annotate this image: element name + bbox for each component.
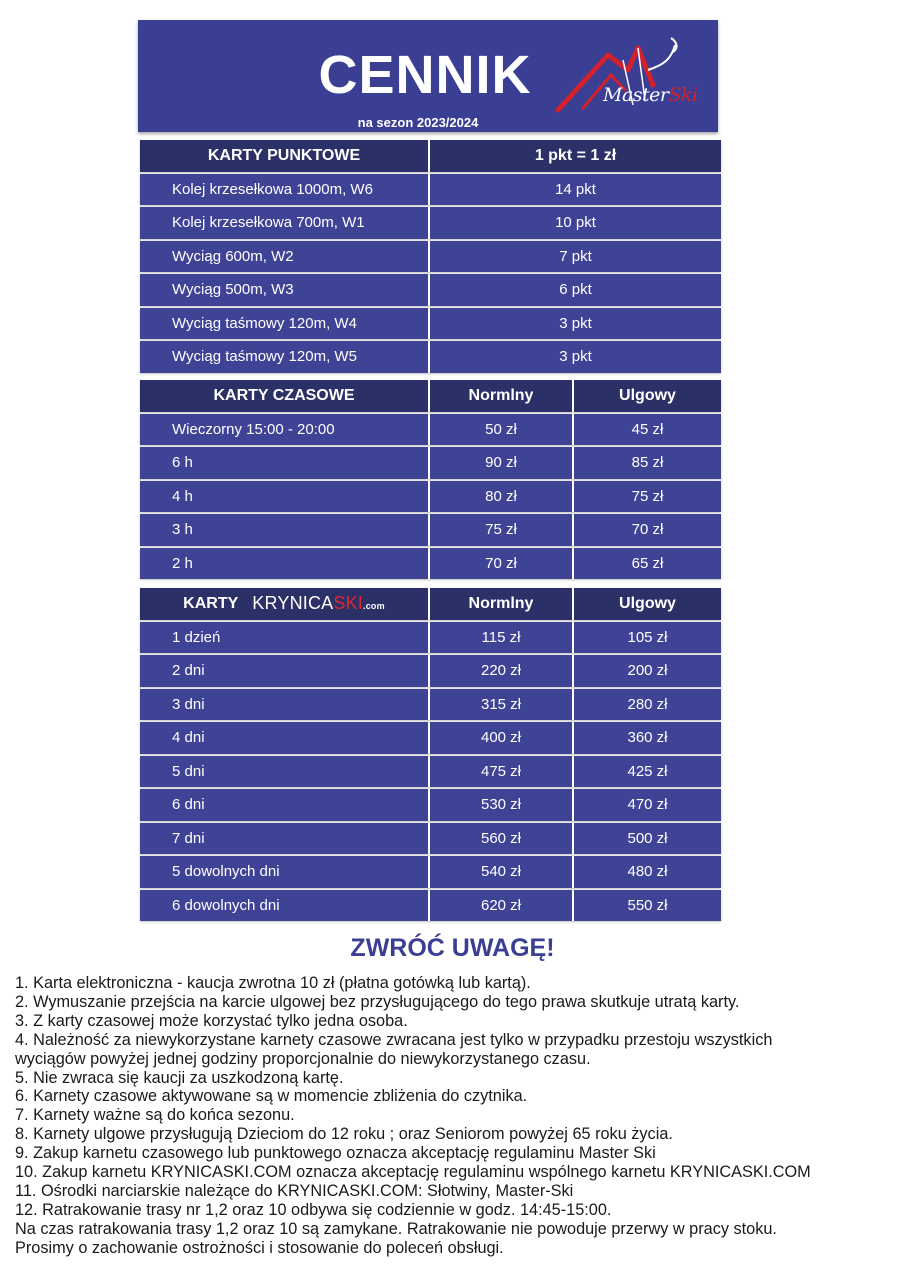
- kryn-row-reduced: 280 zł: [574, 689, 721, 721]
- kryn-row-name: 5 dowolnych dni: [140, 856, 428, 888]
- time-table-row: [140, 414, 721, 446]
- kryn-table-row: [140, 789, 721, 821]
- notice-list: [15, 974, 903, 1258]
- kryn-table-row: [140, 655, 721, 687]
- master-ski-logo-text: MasterSki: [603, 84, 698, 106]
- kryn-table-row: [140, 823, 721, 855]
- kryn-row-name: 1 dzień: [140, 622, 428, 654]
- kryn-row-normal: 530 zł: [430, 789, 572, 821]
- points-row-value: 10 pkt: [430, 207, 721, 239]
- kryn-row-normal: 475 zł: [430, 756, 572, 788]
- notice-line: Na czas ratrakowania trasy 1,2 oraz 10 są zamykane. Ratrakowanie nie powoduje przerwy w pracy stoku.: [15, 1219, 777, 1238]
- time-row-reduced: 85 zł: [574, 447, 721, 479]
- time-row-name: 3 h: [140, 514, 428, 546]
- time-row-name: 2 h: [140, 548, 428, 580]
- krynicaski-cards-table: [140, 588, 721, 923]
- time-row-reduced: 75 zł: [574, 481, 721, 513]
- kryn-table-row: [140, 722, 721, 754]
- kryn-header-prefix: KARTY: [183, 594, 239, 612]
- notice-line: Prosimy o zachowanie ostrożności i stosowanie do poleceń obsługi.: [15, 1238, 504, 1257]
- points-row-name: Kolej krzesełkowa 1000m, W6: [140, 174, 428, 206]
- kryn-row-name: 7 dni: [140, 823, 428, 855]
- notice-line: 5. Nie zwraca się kaucji za uszkodzoną kartę.: [15, 1068, 344, 1087]
- points-row-name: Kolej krzesełkowa 700m, W1: [140, 207, 428, 239]
- notice-line: 12. Ratrakowanie trasy nr 1,2 oraz 10 odbywa się codziennie w godz. 14:45-15:00.: [15, 1200, 612, 1219]
- kryn-row-normal: 400 zł: [430, 722, 572, 754]
- kryn-row-reduced: 550 zł: [574, 890, 721, 922]
- notice-line: 6. Karnety czasowe aktywowane są w momencie zbliżenia do czytnika.: [15, 1087, 528, 1106]
- time-row-name: 4 h: [140, 481, 428, 513]
- points-row-name: Wyciąg taśmowy 120m, W5: [140, 341, 428, 373]
- kryn-table-row: [140, 856, 721, 888]
- kryn-row-normal: 315 zł: [430, 689, 572, 721]
- time-row-normal: 80 zł: [430, 481, 572, 513]
- time-header-label: KARTY CZASOWE: [140, 380, 428, 412]
- notice-line: 3. Z karty czasowej może korzystać tylko jedna osoba.: [15, 1011, 408, 1030]
- kryn-row-reduced: 105 zł: [574, 622, 721, 654]
- points-row-value: 14 pkt: [430, 174, 721, 206]
- points-cards-table: [140, 140, 721, 375]
- notice-line: 4. Należność za niewykorzystane karnety czasowe zwracana jest tylko w przypadku przestoju wszystkich: [15, 1030, 773, 1049]
- kryn-row-name: 3 dni: [140, 689, 428, 721]
- notice-line: 10. Zakup karnetu KRYNICASKI.COM oznacza akceptację regulaminu wspólnego karnetu KRYNICASKI.COM: [15, 1163, 811, 1182]
- notice-line: 1. Karta elektroniczna - kaucja zwrotna 10 zł (płatna gotówką lub kartą).: [15, 974, 531, 992]
- notice-line: 8. Karnety ulgowe przysługują Dzieciom do 12 roku ; oraz Seniorom powyżej 65 roku życia.: [15, 1125, 673, 1144]
- points-header-label: KARTY PUNKTOWE: [140, 140, 428, 172]
- price-list-header: [138, 20, 718, 132]
- points-row-value: 6 pkt: [430, 274, 721, 306]
- kryn-row-normal: 115 zł: [430, 622, 572, 654]
- kryn-row-name: 6 dowolnych dni: [140, 890, 428, 922]
- kryn-row-name: 2 dni: [140, 655, 428, 687]
- kryn-row-reduced: 470 zł: [574, 789, 721, 821]
- time-row-name: 6 h: [140, 447, 428, 479]
- kryn-row-normal: 220 zł: [430, 655, 572, 687]
- kryn-table-row: [140, 689, 721, 721]
- kryn-row-normal: 560 zł: [430, 823, 572, 855]
- notice-line: 7. Karnety ważne są do końca sezonu.: [15, 1106, 295, 1125]
- points-header-rate: 1 pkt = 1 zł: [430, 140, 721, 172]
- kryn-row-reduced: 360 zł: [574, 722, 721, 754]
- krynicaski-logo: KRYNICASKI.com: [252, 593, 385, 614]
- points-row-value: 7 pkt: [430, 241, 721, 273]
- points-table-row: [140, 274, 721, 306]
- kryn-row-name: 4 dni: [140, 722, 428, 754]
- time-table-row: [140, 481, 721, 513]
- time-row-normal: 90 zł: [430, 447, 572, 479]
- kryn-table-row: [140, 622, 721, 654]
- points-table-row: [140, 174, 721, 206]
- points-row-name: Wyciąg 600m, W2: [140, 241, 428, 273]
- kryn-header-reduced: Ulgowy: [574, 588, 721, 620]
- points-row-name: Wyciąg taśmowy 120m, W4: [140, 308, 428, 340]
- time-table-header: [140, 380, 721, 412]
- points-row-value: 3 pkt: [430, 308, 721, 340]
- time-table-row: [140, 514, 721, 546]
- time-row-normal: 75 zł: [430, 514, 572, 546]
- points-table-header: [140, 140, 721, 172]
- time-header-normal: Normlny: [430, 380, 572, 412]
- points-row-name: Wyciąg 500m, W3: [140, 274, 428, 306]
- kryn-header-label: [140, 588, 428, 620]
- kryn-table-row: [140, 890, 721, 922]
- time-row-normal: 50 zł: [430, 414, 572, 446]
- points-row-value: 3 pkt: [430, 341, 721, 373]
- kryn-row-reduced: 425 zł: [574, 756, 721, 788]
- kryn-row-normal: 620 zł: [430, 890, 572, 922]
- kryn-table-row: [140, 756, 721, 788]
- time-row-reduced: 65 zł: [574, 548, 721, 580]
- time-table-row: [140, 548, 721, 580]
- time-cards-table: [140, 380, 721, 581]
- kryn-table-header: [140, 588, 721, 620]
- kryn-row-reduced: 500 zł: [574, 823, 721, 855]
- time-row-reduced: 45 zł: [574, 414, 721, 446]
- points-table-row: [140, 341, 721, 373]
- kryn-row-reduced: 480 zł: [574, 856, 721, 888]
- kryn-row-name: 6 dni: [140, 789, 428, 821]
- notice-line: 2. Wymuszanie przejścia na karcie ulgowej bez przysługującego do tego prawa skutkuje utratą karty.: [15, 992, 740, 1011]
- time-header-reduced: Ulgowy: [574, 380, 721, 412]
- kryn-header-normal: Normlny: [430, 588, 572, 620]
- notice-line: 11. Ośrodki narciarskie należące do KRYNICASKI.COM: Słotwiny, Master-Ski: [15, 1181, 574, 1200]
- kryn-row-reduced: 200 zł: [574, 655, 721, 687]
- kryn-row-name: 5 dni: [140, 756, 428, 788]
- points-table-row: [140, 241, 721, 273]
- time-row-normal: 70 zł: [430, 548, 572, 580]
- master-ski-logo-icon: [553, 30, 703, 122]
- points-table-row: [140, 207, 721, 239]
- time-row-reduced: 70 zł: [574, 514, 721, 546]
- time-row-name: Wieczorny 15:00 - 20:00: [140, 414, 428, 446]
- notice-title: ZWRÓĆ UWAGĘ!: [350, 934, 555, 962]
- kryn-row-normal: 540 zł: [430, 856, 572, 888]
- season-subtitle: na sezon 2023/2024: [357, 115, 479, 130]
- points-table-row: [140, 308, 721, 340]
- notice-line: 9. Zakup karnetu czasowego lub punktowego oznacza akceptację regulaminu Master Ski: [15, 1144, 656, 1163]
- time-table-row: [140, 447, 721, 479]
- page-title: CENNIK: [318, 45, 532, 105]
- notice-line: wyciągów powyżej jednej godziny proporcjonalnie do niewykorzystanego czasu.: [15, 1049, 591, 1068]
